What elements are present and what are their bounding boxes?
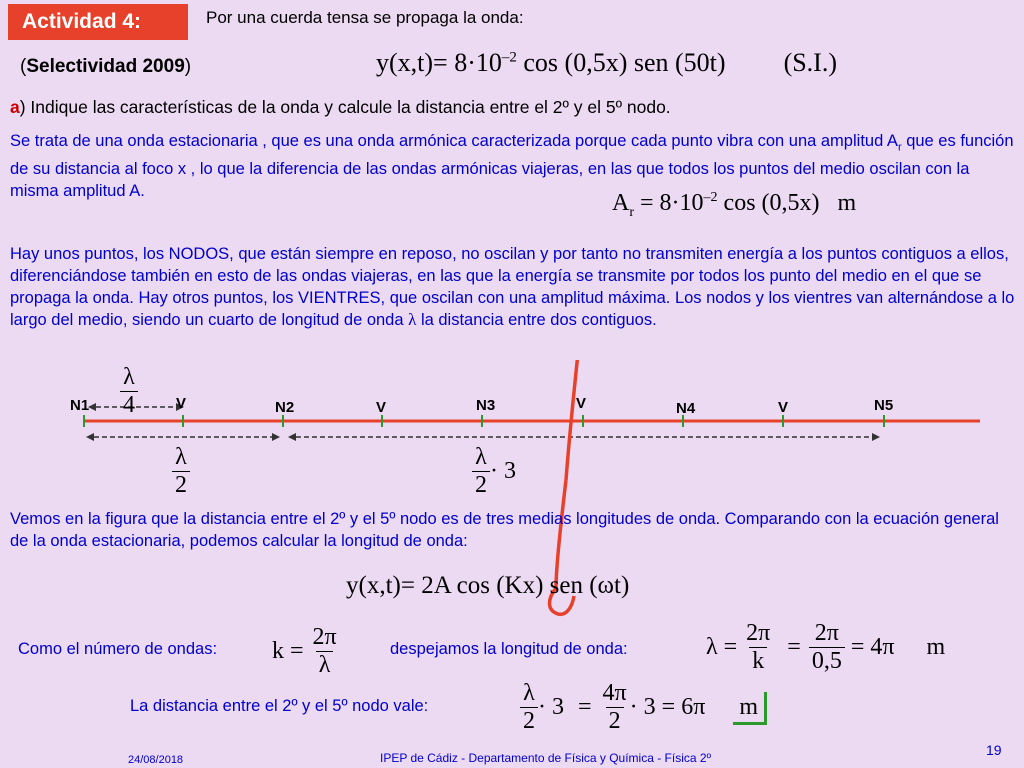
node-label-n4: N4 bbox=[676, 400, 696, 417]
paragraph-stationary-wave: Se trata de una onda estacionaria , que es una onda armónica caracterizada porque cada punto vibra con una amplitud $A_r$ que es función de su distancia al foco x , lo que la diferencia de las ondas armónicas viajeras, en las que todos los puntos del medio oscilan con la misma amplitud A. bbox=[10, 132, 1014, 201]
distance-equation: $\frac{\lambda}{2}$ · 3 = $\frac{4\pi}{2}$ · 3 = 6π m bbox=[520, 680, 767, 735]
footer-department: IPEP de Cádiz - Departamento de Física y Química - Física 2º bbox=[380, 751, 711, 765]
node-label-n3: N3 bbox=[476, 397, 496, 414]
node-label-n2: N2 bbox=[275, 399, 295, 416]
wave-equation: $y(x,t)= 8\cdot 10^{-2}$ cos (0,5x) sen (50t) (S.I.) bbox=[376, 48, 837, 77]
antinode-label-2: V bbox=[376, 399, 387, 416]
activity-badge: Actividad 4: bbox=[8, 4, 188, 40]
k-equation: k = $\frac{2\pi}{\lambda}$ bbox=[272, 624, 337, 678]
lambda-equation: λ = $\frac{2\pi}{k}$ = $\frac{2\pi}{0,5}$ = 4π m bbox=[706, 620, 946, 674]
intro-text: Por una cuerda tensa se propaga la onda: bbox=[206, 8, 524, 27]
antinode-label-4: V bbox=[778, 399, 789, 416]
wave-number-label: Como el número de ondas: bbox=[18, 640, 218, 658]
frac-lambda-quarter: $\frac{\lambda}{4}$ bbox=[120, 364, 138, 419]
page-number: 19 bbox=[986, 742, 1002, 758]
selectividad-label: (Selectividad 2009) bbox=[20, 56, 192, 77]
node-label-n5: N5 bbox=[874, 397, 894, 414]
question-a: a) Indique las características de la onda y calcule la distancia entre el 2º y el 5º nodo. bbox=[10, 97, 671, 117]
antinode-label-3: V bbox=[576, 395, 587, 412]
frac-lambda-half: $\frac{\lambda}{2}$ bbox=[172, 444, 190, 499]
footer-date: 24/08/2018 bbox=[128, 754, 184, 766]
solve-lambda-label: despejamos la longitud de onda: bbox=[390, 640, 628, 658]
paragraph-nodes: Hay unos puntos, los NODOS, que están siempre en reposo, no oscilan y por tanto no transmiten energía a los puntos contiguos a ellos, diferenciándose también en esto de las ondas viajeras, en las que la energía se transmite por todos los punto del medio en el que se propaga la onda. Hay otros puntos, los VIENTRES, que oscilan con una amplitud máxima. Los nodos y los vientres van alternándose a lo largo del medio, siendo un cuarto de longitud de onda λ la distancia entre dos contiguos. bbox=[10, 245, 1015, 329]
general-wave-equation: y(x,t)= 2A cos (Kx) sen (ωt) bbox=[346, 572, 630, 599]
paragraph-comparison: Vemos en la figura que la distancia entre el 2º y el 5º nodo es de tres medias longitudes de onda. Comparando con la ecuación general de la onda estacionaria, podemos calcular la longitud de onda: bbox=[10, 510, 999, 550]
amplitude-equation: $A_r = 8\cdot 10^{-2}$ cos (0,5x) m bbox=[612, 190, 857, 220]
frac-lambda-three-halves: $\frac{\lambda}{2}$ · 3 bbox=[472, 444, 516, 499]
antinode-label-1: V bbox=[176, 395, 187, 412]
node-label-n1: N1 bbox=[70, 397, 90, 414]
distance-label: La distancia entre el 2º y el 5º nodo vale: bbox=[130, 697, 429, 715]
